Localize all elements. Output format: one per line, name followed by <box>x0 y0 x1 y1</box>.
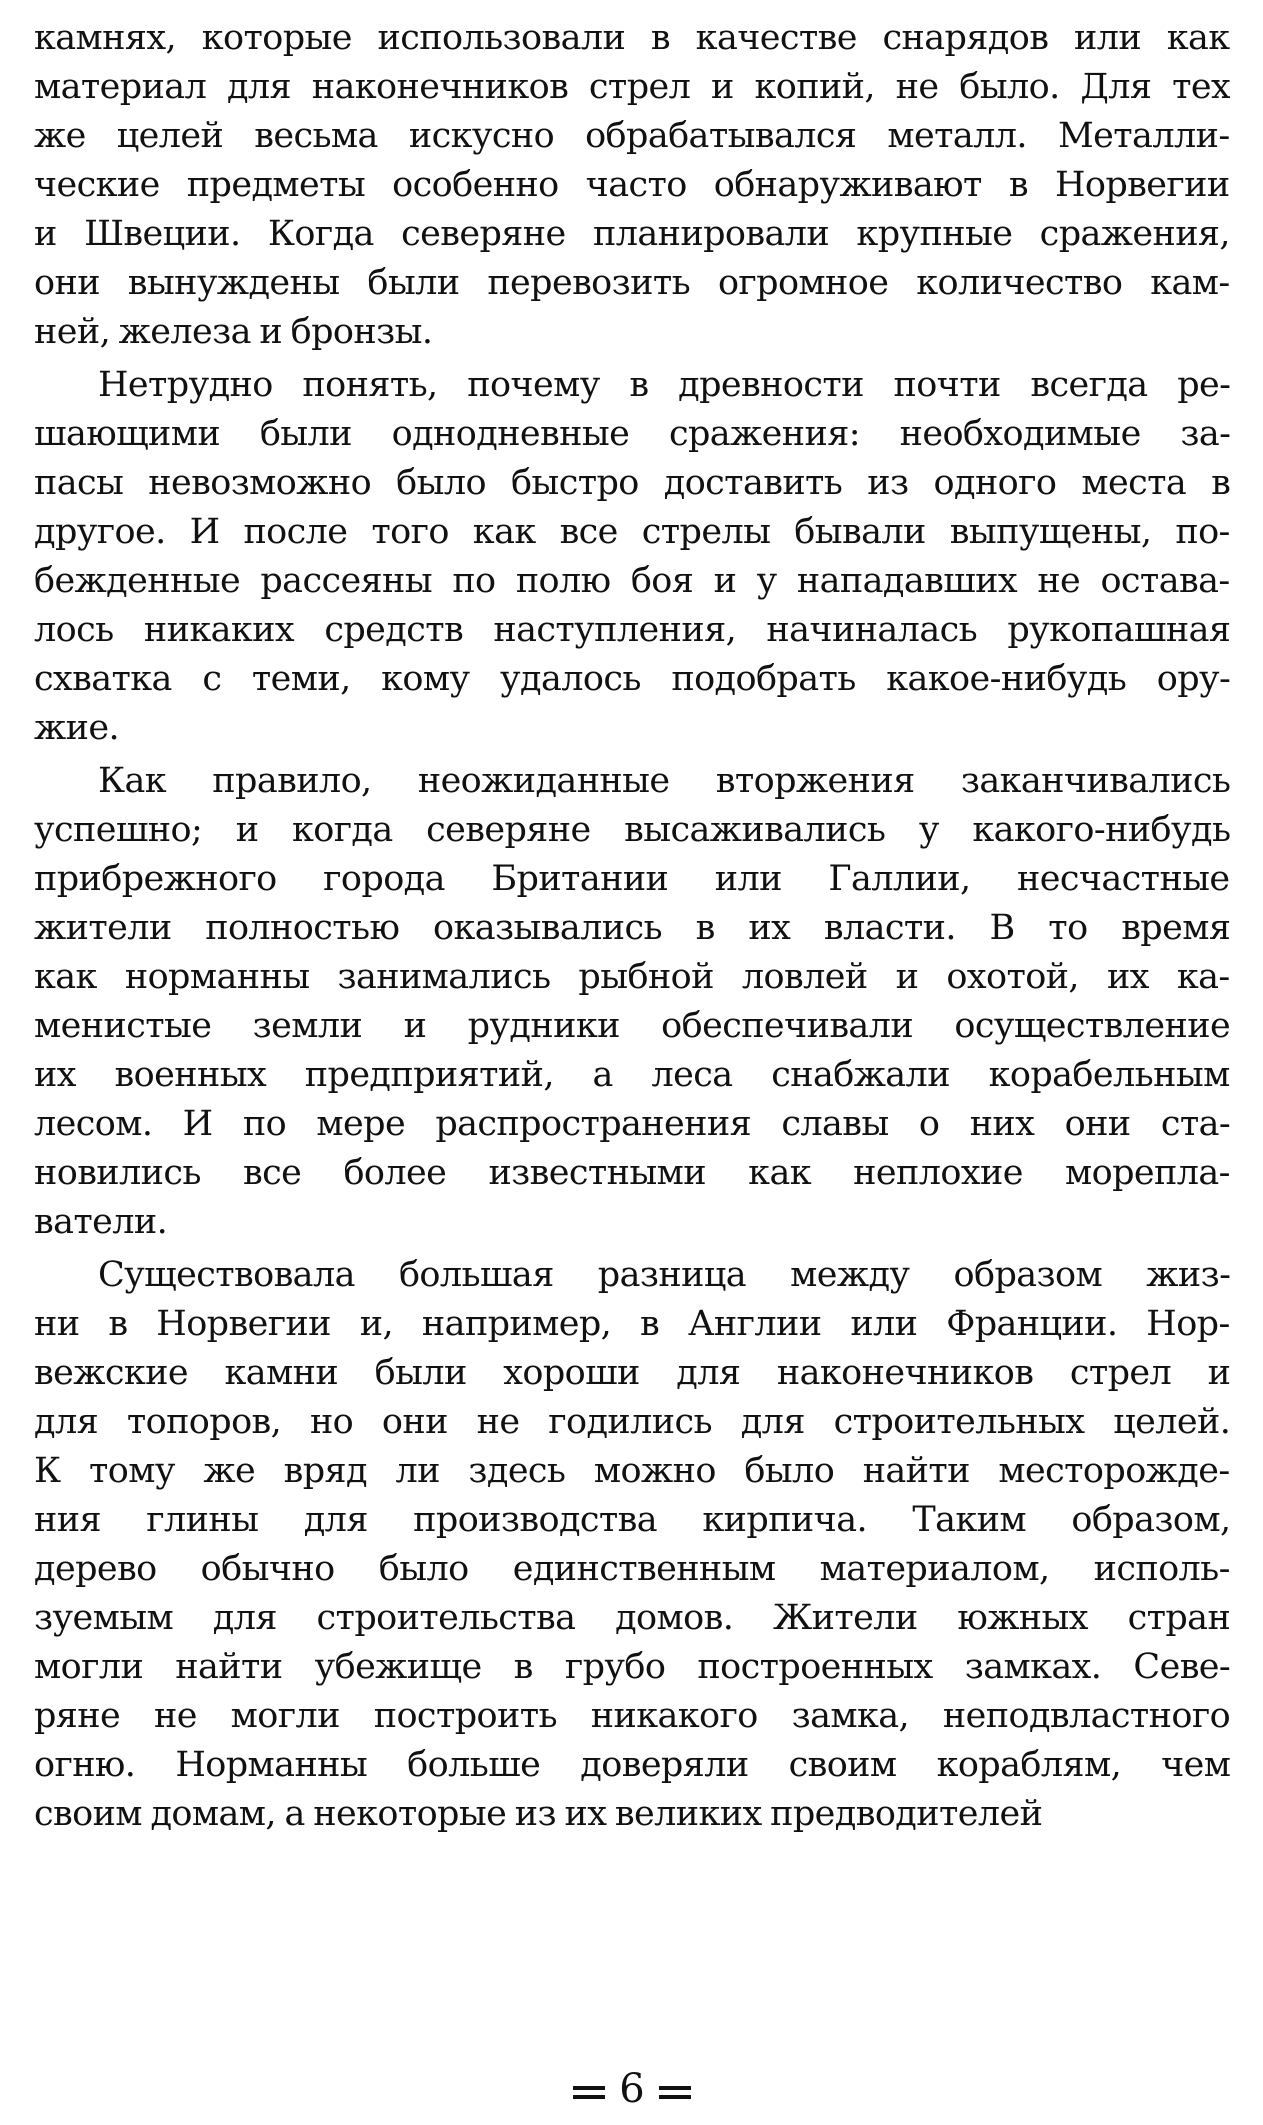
text-line: прибрежного города Британии или Галлии, несчастные <box>34 859 1230 899</box>
text-line: ней, железа и бронзы. <box>34 312 433 352</box>
left-dash-ornament <box>573 2086 605 2099</box>
text-line: бежденные рассеяны по полю боя и у нападавших не остава- <box>34 561 1230 601</box>
text-line: вежские камни были хороши для наконечников стрел и <box>34 1353 1230 1393</box>
paragraph <box>34 757 1230 1247</box>
text-line: они вынуждены были перевозить огромное количество кам- <box>34 263 1230 303</box>
text-line: Нетрудно понять, почему в древности почти всегда ре- <box>98 365 1230 405</box>
text-line: жие. <box>34 708 119 748</box>
text-line: жители полностью оказывались в их власти. В то время <box>34 908 1230 948</box>
text-line: новились все более известными как неплохие морепла- <box>34 1153 1230 1193</box>
text-line: ния глины для производства кирпича. Таким образом, <box>34 1500 1230 1540</box>
text-line: ческие предметы особенно часто обнаруживают в Норвегии <box>34 165 1230 205</box>
text-line: Как правило, неожиданные вторжения заканчивались <box>98 761 1230 801</box>
text-line: лось никаких средств наступления, начиналась рукопашная <box>34 610 1230 650</box>
paragraph <box>34 361 1230 753</box>
text-line: и Швеции. Когда северяне планировали крупные сражения, <box>34 214 1230 254</box>
text-line: пасы невозможно было быстро доставить из одного места в <box>34 463 1230 503</box>
text-line: камнях, которые использовали в качестве снарядов или как <box>34 18 1230 58</box>
paragraph <box>34 1251 1230 1839</box>
text-line: как норманны занимались рыбной ловлей и охотой, их ка- <box>34 957 1230 997</box>
text-line: шающими были однодневные сражения: необходимые за- <box>34 414 1230 454</box>
text-line: успешно; и когда северяне высаживались у какого-нибудь <box>34 810 1230 850</box>
text-line: ряне не могли построить никакого замка, неподвластного <box>34 1696 1230 1736</box>
text-line: же целей весьма искусно обрабатывался металл. Металли- <box>34 116 1230 156</box>
text-line: ватели. <box>34 1202 168 1242</box>
text-line: ни в Норвегии и, например, в Англии или Франции. Нор- <box>34 1304 1230 1344</box>
page-number: 6 <box>619 2066 645 2112</box>
text-line: своим домам, а некоторые из их великих предводителей <box>34 1794 1043 1834</box>
text-line: дерево обычно было единственным материалом, исполь- <box>34 1549 1230 1589</box>
text-line: их военных предприятий, а леса снабжали корабельным <box>34 1055 1230 1095</box>
paragraph <box>34 14 1230 357</box>
text-line: менистые земли и рудники обеспечивали осуществление <box>34 1006 1230 1046</box>
text-line: лесом. И по мере распространения славы о них они ста- <box>34 1104 1230 1144</box>
text-line: для топоров, но они не годились для строительных целей. <box>34 1402 1230 1442</box>
text-line: К тому же вряд ли здесь можно было найти месторожде- <box>34 1451 1230 1491</box>
text-line: другое. И после того как все стрелы бывали выпущены, по- <box>34 512 1230 552</box>
text-line: материал для наконечников стрел и копий, не было. Для тех <box>34 67 1230 107</box>
page-number-footer <box>34 2066 1230 2112</box>
text-line: зуемым для строительства домов. Жители южных стран <box>34 1598 1230 1638</box>
text-line: схватка с теми, кому удалось подобрать какое-нибудь ору- <box>34 659 1230 699</box>
right-dash-ornament <box>659 2086 691 2099</box>
text-line: Существовала большая разница между образом жиз- <box>98 1255 1230 1295</box>
book-page <box>34 14 1230 2114</box>
text-line: могли найти убежище в грубо построенных замках. Севе- <box>34 1647 1230 1687</box>
text-line: огню. Норманны больше доверяли своим кораблям, чем <box>34 1745 1230 1785</box>
body-text <box>34 14 1230 1839</box>
